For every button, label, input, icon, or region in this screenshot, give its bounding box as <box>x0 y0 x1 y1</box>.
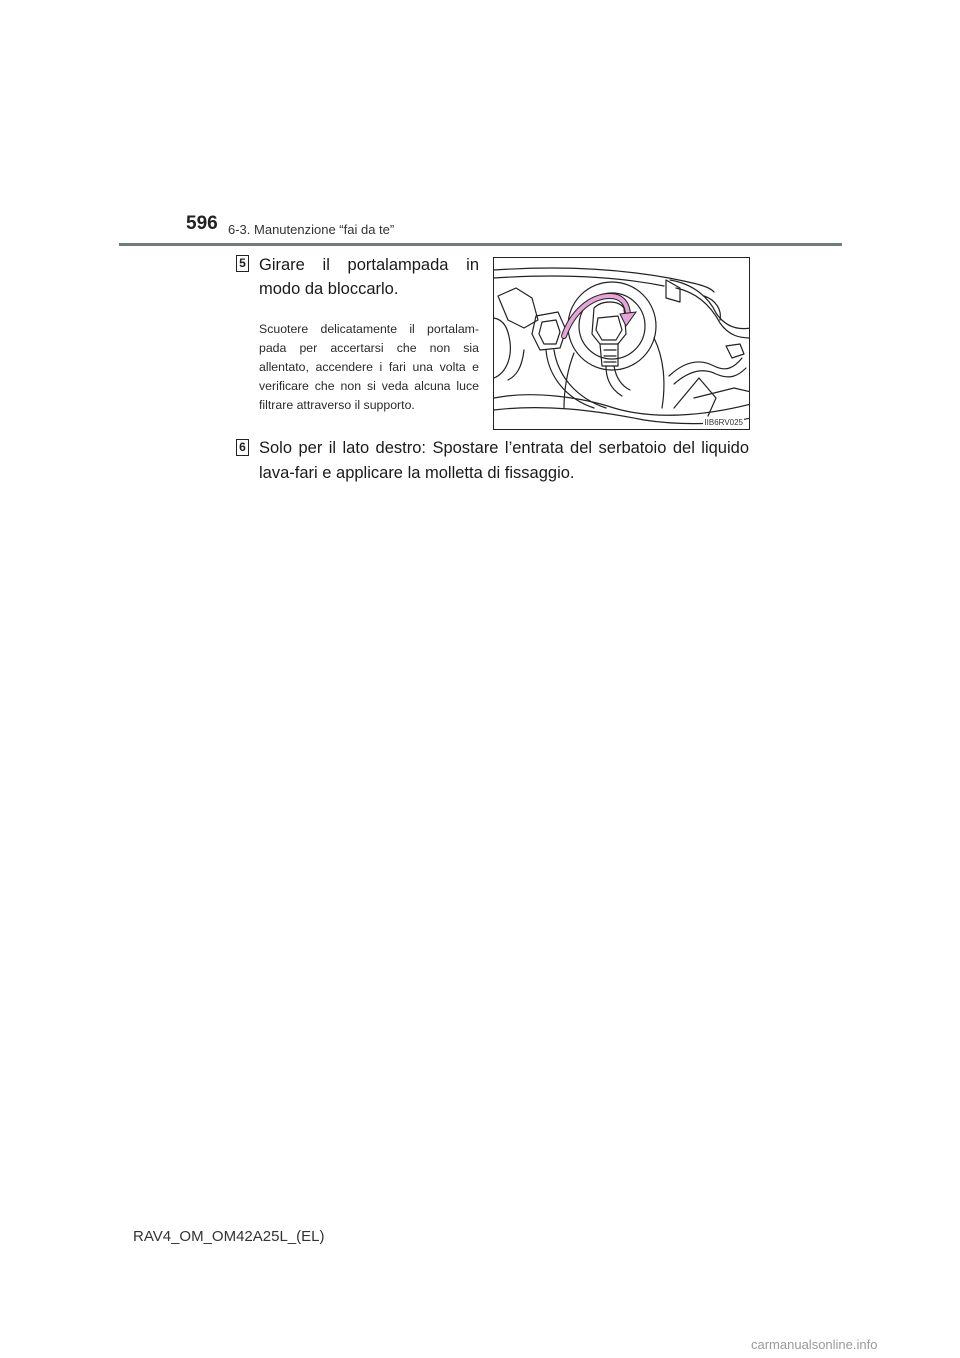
bulb-holder-figure <box>493 257 750 430</box>
step-5-badge: 5 <box>236 255 249 272</box>
document-code: RAV4_OM_OM42A25L_(EL) <box>133 1228 325 1245</box>
step-6-badge: 6 <box>236 439 249 456</box>
step-5-instruction: Girare il portalampada in modo da bloccarlo. <box>259 256 479 298</box>
step-6-instruction: Solo per il lato destro: Spostare l’entrata del serbatoio del liquido lava-fari e applicare la molletta di fissaggio. <box>259 439 749 482</box>
header-rule <box>119 243 842 246</box>
step-5-note: Scuotere delicatamente il portalam-pada per accertarsi che non sia allentato, accendere i fari una volta e verificare che non si veda alcuna luce filtrare attraverso il supporto. <box>259 322 479 412</box>
watermark[interactable]: carmanualsonline.info <box>751 1337 878 1352</box>
figure-code: IIB6RV025 <box>704 418 743 427</box>
section-title: 6-3. Manutenzione “fai da te” <box>228 222 395 237</box>
bulb-holder-rotate-illustration <box>494 258 750 430</box>
page-number: 596 <box>186 213 218 234</box>
